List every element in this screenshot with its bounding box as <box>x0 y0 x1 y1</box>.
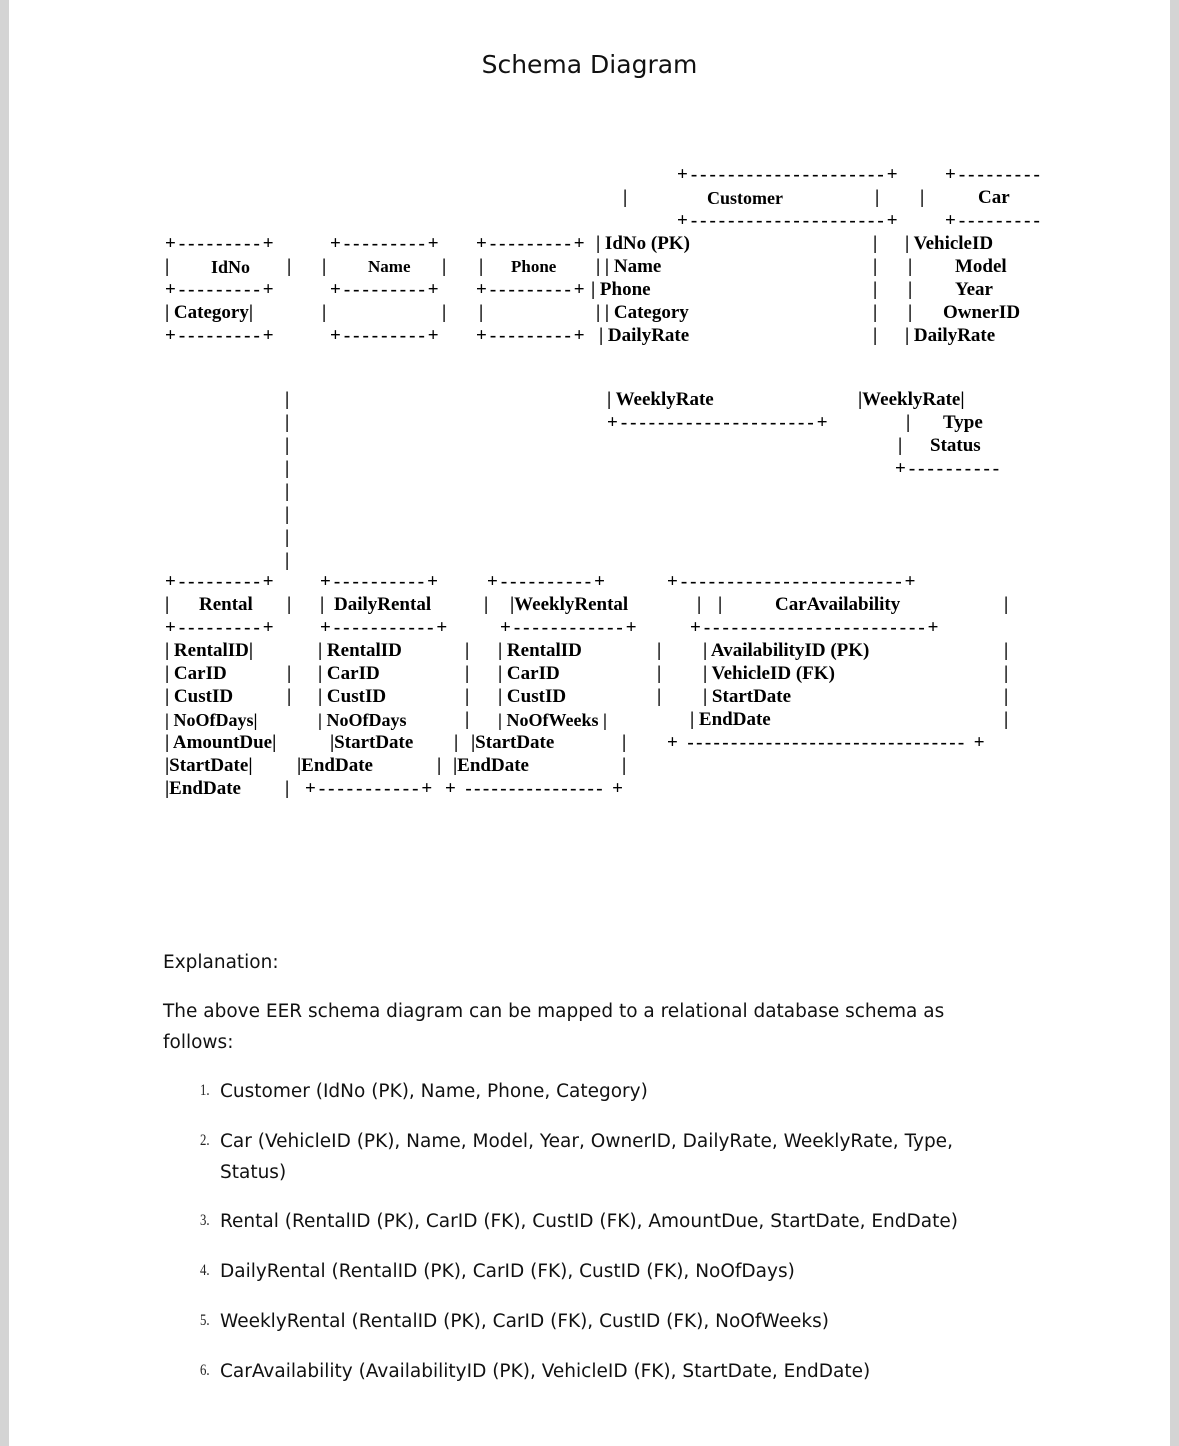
weeklyrental-attr: | NoOfWeeks | <box>498 710 607 730</box>
caravailability-border: +------------------------+ <box>667 571 919 592</box>
phone-box-border: +---------+ <box>476 233 588 254</box>
bar: | <box>165 256 170 277</box>
list-number: 6. <box>200 1362 210 1379</box>
connector-bar: | <box>285 435 290 456</box>
customer-attr: | WeeklyRate <box>607 389 714 410</box>
caravailability-attr: | StartDate <box>703 686 792 707</box>
customer-attr: | IdNo (PK) <box>596 233 690 254</box>
customer-border: +---------------------+ <box>607 412 831 433</box>
bar: | <box>908 302 913 323</box>
bar: | <box>479 256 484 277</box>
dailyrental-attr: | CarID <box>318 663 380 684</box>
bar: | <box>873 279 878 300</box>
bar: | <box>454 732 459 753</box>
rental-entity-title: Rental <box>199 594 253 615</box>
dailyrental-attr: |StartDate <box>330 732 414 753</box>
bar: | <box>908 279 913 300</box>
car-border: +--------- <box>945 164 1043 185</box>
connector-bar: | <box>285 504 290 525</box>
customer-attr: | DailyRate <box>599 325 690 346</box>
caravailability-border: +------------------------+ <box>690 617 942 638</box>
bar: | <box>1004 709 1009 730</box>
dailyrental-border: +----------+ <box>320 571 441 592</box>
page-title: Schema Diagram <box>481 50 698 79</box>
caravailability-border: + -------------------------------- + <box>667 732 988 753</box>
bar: | <box>1004 663 1009 684</box>
bar: | <box>287 256 292 277</box>
rental-attr: | RentalID| <box>165 640 254 661</box>
bar: | <box>442 256 447 277</box>
idno-box-border: +---------+ <box>165 279 277 300</box>
list-item: Rental (RentalID (PK), CarID (FK), CustID (FK), AmountDue, StartDate, EndDate) <box>220 1211 958 1232</box>
bar: | <box>165 594 170 615</box>
explanation-paragraph-line: follows: <box>163 1032 234 1053</box>
list-number: 3. <box>200 1212 210 1229</box>
bar: | <box>697 594 702 615</box>
bar: | <box>287 686 292 707</box>
list-number: 1. <box>200 1082 210 1099</box>
bar: | <box>920 187 925 208</box>
bar: | <box>873 302 878 323</box>
bar: | <box>622 732 627 753</box>
list-number: 4. <box>200 1262 210 1279</box>
list-number: 2. <box>200 1132 210 1149</box>
car-attr: |WeeklyRate| <box>858 389 965 410</box>
name-box-label: Name <box>368 257 411 276</box>
caravailability-attr: | EndDate <box>690 709 771 730</box>
bar: | <box>1004 686 1009 707</box>
caravailability-attr: | VehicleID (FK) <box>703 663 835 684</box>
car-attr: Model <box>955 256 1007 277</box>
car-attr: Status <box>930 435 981 456</box>
weeklyrental-attr: |EndDate <box>453 755 529 776</box>
customer-attr: | | Category <box>596 302 689 323</box>
dailyrental-attr: |EndDate <box>297 755 373 776</box>
explanation-paragraph-line: The above EER schema diagram can be mapped to a relational database schema as <box>163 1001 945 1022</box>
bar: | <box>465 640 470 661</box>
weeklyrental-border: + ---------------- + <box>445 778 626 799</box>
bar: | <box>718 594 723 615</box>
list-item: WeeklyRental (RentalID (PK), CarID (FK), CustID (FK), NoOfWeeks) <box>220 1311 829 1332</box>
customer-entity-title: Customer <box>707 188 783 208</box>
caravailability-entity-title: CarAvailability <box>775 594 901 615</box>
bar: | <box>1004 594 1009 615</box>
rental-attr: |StartDate| <box>165 755 253 776</box>
rental-attr: |EndDate <box>165 778 241 799</box>
bar: | <box>657 686 662 707</box>
rental-border: +---------+ <box>165 571 277 592</box>
car-entity-title: Car <box>978 187 1010 208</box>
name-box-border: +---------+ <box>330 325 442 346</box>
bar: | <box>465 663 470 684</box>
bar: | <box>906 412 911 433</box>
rental-border: +---------+ <box>165 617 277 638</box>
caravailability-attr: | AvailabilityID (PK) <box>703 640 870 661</box>
bar: | <box>442 302 447 323</box>
bar: | <box>898 435 903 456</box>
weeklyrental-attr: | CarID <box>498 663 560 684</box>
bar: | <box>437 755 442 776</box>
bar: | <box>908 256 913 277</box>
list-item: CarAvailability (AvailabilityID (PK), VehicleID (FK), StartDate, EndDate) <box>220 1361 871 1382</box>
bar: | <box>1004 640 1009 661</box>
bar: | <box>322 256 327 277</box>
car-attr: Year <box>955 279 993 300</box>
bar: | <box>873 256 878 277</box>
list-item: Car (VehicleID (PK), Name, Model, Year, OwnerID, DailyRate, WeeklyRate, Type, <box>220 1131 953 1152</box>
car-attr: Type <box>943 412 983 433</box>
list-number: 5. <box>200 1312 210 1329</box>
bar: | <box>623 187 628 208</box>
dailyrental-border: +-----------+ <box>305 778 436 799</box>
car-attr: | DailyRate <box>905 325 996 346</box>
weeklyrental-attr: |StartDate <box>471 732 555 753</box>
bar: | <box>287 663 292 684</box>
dailyrental-attr: | CustID <box>318 686 387 707</box>
bar: | <box>322 302 327 323</box>
connector-bar: | <box>285 550 290 571</box>
bar: | <box>320 594 325 615</box>
list-item-continuation: Status) <box>220 1162 287 1183</box>
weeklyrental-entity-title: |WeeklyRental <box>510 594 629 615</box>
rental-attr: | AmountDue| <box>165 732 277 753</box>
rental-attr: | CarID <box>165 663 227 684</box>
customer-border: +---------------------+ <box>677 164 901 185</box>
bar: | <box>873 233 878 254</box>
explanation-heading: Explanation: <box>163 952 279 973</box>
name-box-border: +---------+ <box>330 233 442 254</box>
connector-bar: | <box>285 527 290 548</box>
category-box-label: | Category| <box>165 302 254 323</box>
idno-box-label: IdNo <box>211 257 251 277</box>
bar: | <box>484 594 489 615</box>
connector-bar: | <box>285 389 290 410</box>
bar: | <box>285 778 290 799</box>
phone-box-border: +---------+ <box>476 325 588 346</box>
dailyrental-attr: | NoOfDays <box>318 710 407 730</box>
customer-border: +---------------------+ <box>677 210 901 231</box>
bar: | <box>657 640 662 661</box>
page-right-border <box>1170 0 1179 1446</box>
bar: | <box>479 302 484 323</box>
dailyrental-attr: | RentalID <box>318 640 402 661</box>
car-border: +--------- <box>945 210 1043 231</box>
bar: | <box>465 686 470 707</box>
list-item: Customer (IdNo (PK), Name, Phone, Category) <box>220 1081 648 1102</box>
rental-attr: | NoOfDays| <box>165 710 258 730</box>
phone-box-label: Phone <box>511 257 557 276</box>
dailyrental-entity-title: DailyRental <box>334 594 432 615</box>
weeklyrental-border: +------------+ <box>500 617 640 638</box>
connector-bar: | <box>285 481 290 502</box>
bar: | <box>465 709 470 730</box>
name-box-border: +---------+ <box>330 279 442 300</box>
customer-attr: | Phone <box>591 279 651 300</box>
customer-attr: | | Name <box>596 256 662 277</box>
weeklyrental-attr: | CustID <box>498 686 567 707</box>
car-attr: OwnerID <box>943 302 1021 323</box>
car-border: +---------- <box>895 458 1003 479</box>
rental-attr: | CustID <box>165 686 234 707</box>
bar: | <box>287 594 292 615</box>
dailyrental-border: +-----------+ <box>320 617 451 638</box>
bar: | <box>875 187 880 208</box>
car-attr: | VehicleID <box>905 233 994 254</box>
weeklyrental-attr: | RentalID <box>498 640 582 661</box>
page-left-border <box>0 0 9 1446</box>
phone-box-border: +---------+ <box>476 279 588 300</box>
idno-box-border: +---------+ <box>165 233 277 254</box>
bar: | <box>657 663 662 684</box>
weeklyrental-border: +----------+ <box>487 571 608 592</box>
list-item: DailyRental (RentalID (PK), CarID (FK), CustID (FK), NoOfDays) <box>220 1261 795 1282</box>
connector-bar: | <box>285 458 290 479</box>
bar: | <box>873 325 878 346</box>
connector-bar: | <box>285 412 290 433</box>
idno-box-border: +---------+ <box>165 325 277 346</box>
bar: | <box>622 755 627 776</box>
